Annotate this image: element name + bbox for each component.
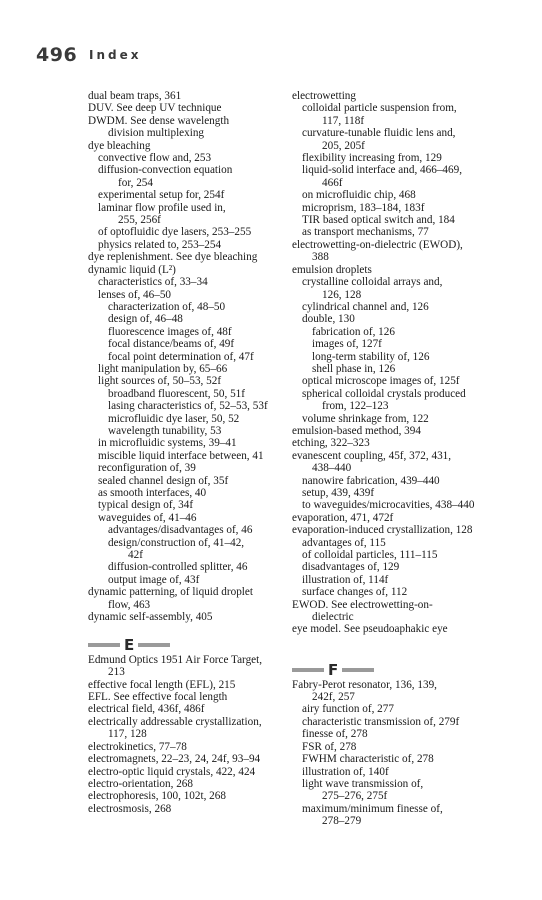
- section-gap: [292, 648, 514, 660]
- index-subentry: sealed channel design of, 35f: [98, 474, 229, 487]
- index-subentry: 205, 205f: [322, 139, 365, 152]
- index-subentry: lenses of, 46–50: [98, 288, 172, 301]
- index-entry: electro-orientation, 268: [88, 777, 193, 790]
- section-title: Index: [89, 48, 142, 62]
- index-subentry: characteristic transmission of, 279f: [302, 715, 460, 728]
- index-entry: electrosmosis, 268: [88, 802, 172, 815]
- index-subentry: flexibility increasing from, 129: [302, 152, 442, 165]
- index-subentry: 438–440: [312, 462, 352, 475]
- index-subentry: 466f: [322, 176, 343, 189]
- heading-rule-right: [138, 643, 170, 647]
- index-entry: dynamic patterning, of liquid droplet: [88, 586, 253, 599]
- index-entry: EFL. See effective focal length: [88, 691, 228, 704]
- index-subentry: advantages of, 115: [302, 536, 386, 549]
- index-entry: electrophoresis, 100, 102t, 268: [88, 790, 226, 803]
- index-entry: evaporation-induced crystallization, 128: [292, 524, 473, 537]
- index-subentry: waveguides of, 41–46: [98, 511, 197, 524]
- index-column-right: [292, 90, 514, 828]
- index-subentry: design of, 46–48: [108, 313, 183, 326]
- index-subentry: microprism, 183–184, 183f: [302, 201, 425, 214]
- index-subentry: TIR based optical switch and, 184: [302, 214, 455, 227]
- section-gap: [88, 623, 318, 635]
- index-entry: eye model. See pseudoaphakic eye: [292, 623, 448, 636]
- index-subentry: microfluidic dye laser, 50, 52: [108, 412, 240, 425]
- index-entry: electro-optic liquid crystals, 422, 424: [88, 765, 256, 778]
- index-subentry: lasing characteristics of, 52–53, 53f: [108, 400, 268, 413]
- heading-rule-right: [342, 668, 374, 672]
- index-subentry: from, 122–123: [322, 400, 389, 413]
- index-subentry: light sources of, 50–53, 52f: [98, 375, 222, 388]
- index-entry: EWOD. See electrowetting-on-: [292, 598, 433, 611]
- index-subentry: maximum/minimum finesse of,: [302, 802, 443, 815]
- index-subentry: dielectric: [312, 611, 354, 624]
- index-subentry: 275–276, 275f: [322, 790, 388, 803]
- index-subentry: laminar flow profile used in,: [98, 201, 226, 214]
- index-subentry: focal point determination of, 47f: [108, 350, 254, 363]
- section-gap: [292, 636, 514, 648]
- index-subentry: colloidal particle suspension from,: [302, 102, 457, 115]
- index-subentry: images of, 127f: [312, 338, 382, 351]
- index-subentry: FWHM characteristic of, 278: [302, 753, 434, 766]
- index-entry: etching, 322–323: [292, 437, 370, 450]
- index-entry: electrokinetics, 77–78: [88, 740, 187, 753]
- index-subentry: volume shrinkage from, 122: [302, 412, 429, 425]
- index-subentry: diffusion-controlled splitter, 46: [108, 561, 248, 574]
- letter-section-heading: [292, 661, 514, 679]
- index-subentry: optical microscope images of, 125f: [302, 375, 460, 388]
- index-subentry: focal distance/beams of, 49f: [108, 338, 235, 351]
- index-subentry: wavelength tunability, 53: [108, 424, 222, 437]
- index-subentry: output image of, 43f: [108, 573, 200, 586]
- heading-letter: F: [328, 660, 339, 679]
- index-subentry: as smooth interfaces, 40: [98, 487, 207, 499]
- index-entry: evaporation, 471, 472f: [292, 511, 394, 524]
- index-subentry: finesse of, 278: [302, 728, 368, 741]
- index-subentry: characteristics of, 33–34: [98, 276, 208, 289]
- index-subentry: 42f: [128, 549, 143, 562]
- index-subentry: in microfluidic systems, 39–41: [98, 437, 237, 450]
- index-entry: Edmund Optics 1951 Air Force Target,: [88, 653, 263, 666]
- index-subentry: 242f, 257: [312, 691, 355, 704]
- letter-section-heading: [88, 636, 318, 654]
- index-subentry: flow, 463: [108, 598, 151, 611]
- index-subentry: light wave transmission of,: [302, 777, 424, 790]
- index-subentry: diffusion-convection equation: [98, 164, 233, 177]
- index-entry: dynamic liquid (L²): [88, 263, 176, 276]
- index-subentry: 213: [108, 666, 125, 679]
- index-subentry: fabrication of, 126: [312, 325, 395, 338]
- index-subentry: long-term stability of, 126: [312, 350, 430, 363]
- index-entry: electrowetting: [292, 90, 356, 102]
- index-subentry: as transport mechanisms, 77: [302, 226, 429, 239]
- index-subentry: to waveguides/microcavities, 438–440: [302, 499, 475, 512]
- index-subentry: 278–279: [322, 815, 362, 828]
- index-subentry: light manipulation by, 65–66: [98, 362, 228, 375]
- index-subentry: 117, 118f: [322, 114, 365, 127]
- index-subentry: disadvantages of, 129: [302, 561, 400, 574]
- index-entry: dye replenishment. See dye bleaching: [88, 251, 258, 264]
- index-subentry: curvature-tunable fluidic lens and,: [302, 127, 456, 140]
- index-subentry: illustration of, 114f: [302, 573, 389, 586]
- index-subentry: double, 130: [302, 313, 355, 326]
- index-subentry: surface changes of, 112: [302, 586, 408, 599]
- heading-rule-left: [88, 643, 120, 647]
- index-subentry: reconfiguration of, 39: [98, 462, 196, 475]
- index-subentry: design/construction of, 41–42,: [108, 536, 245, 549]
- index-subentry: nanowire fabrication, 439–440: [302, 474, 440, 487]
- index-subentry: division multiplexing: [108, 127, 205, 140]
- index-subentry: illustration of, 140f: [302, 765, 389, 778]
- index-subentry: advantages/disadvantages of, 46: [108, 524, 253, 537]
- index-entry: dye bleaching: [88, 139, 151, 152]
- index-entry: emulsion-based method, 394: [292, 424, 421, 437]
- index-entry: electrical field, 436f, 486f: [88, 703, 205, 716]
- index-entry: emulsion droplets: [292, 263, 372, 276]
- index-subentry: characterization of, 48–50: [108, 300, 226, 313]
- index-subentry: FSR of, 278: [302, 740, 357, 753]
- index-subentry: for, 254: [118, 176, 153, 189]
- index-subentry: typical design of, 34f: [98, 499, 194, 512]
- index-subentry: broadband fluorescent, 50, 51f: [108, 387, 246, 400]
- index-subentry: crystalline colloidal arrays and,: [302, 276, 443, 289]
- index-column-left: [88, 90, 318, 815]
- index-subentry: experimental setup for, 254f: [98, 189, 225, 202]
- index-entry: dual beam traps, 361: [88, 90, 182, 102]
- index-subentry: on microfluidic chip, 468: [302, 189, 416, 202]
- heading-letter: E: [124, 635, 135, 654]
- index-subentry: of colloidal particles, 111–115: [302, 549, 438, 562]
- index-entry: electrowetting-on-dielectric (EWOD),: [292, 238, 463, 251]
- index-subentry: physics related to, 253–254: [98, 238, 222, 251]
- index-subentry: liquid-solid interface and, 466–469,: [302, 164, 463, 177]
- index-subentry: convective flow and, 253: [98, 152, 212, 165]
- heading-rule-left: [292, 668, 324, 672]
- index-entry: dynamic self-assembly, 405: [88, 611, 213, 624]
- index-subentry: cylindrical channel and, 126: [302, 300, 429, 313]
- index-entry: effective focal length (EFL), 215: [88, 678, 236, 691]
- index-subentry: 388: [312, 251, 329, 264]
- index-subentry: miscible liquid interface between, 41: [98, 449, 264, 462]
- index-entry: DUV. See deep UV technique: [88, 102, 222, 115]
- index-entry: Fabry-Perot resonator, 136, 139,: [292, 678, 437, 691]
- index-subentry: setup, 439, 439f: [302, 487, 375, 499]
- index-subentry: 117, 128: [108, 728, 147, 741]
- index-entry: evanescent coupling, 45f, 372, 431,: [292, 449, 452, 462]
- index-entry: electromagnets, 22–23, 24, 24f, 93–94: [88, 753, 261, 766]
- page-number: 496: [36, 44, 78, 66]
- index-subentry: 126, 128: [322, 288, 362, 301]
- index-subentry: fluorescence images of, 48f: [108, 325, 232, 338]
- index-subentry: 255, 256f: [118, 214, 161, 227]
- index-subentry: shell phase in, 126: [312, 362, 396, 375]
- index-entry: DWDM. See dense wavelength: [88, 114, 230, 127]
- index-subentry: spherical colloidal crystals produced: [302, 387, 466, 400]
- index-entry: electrically addressable crystallization,: [88, 715, 262, 728]
- index-subentry: of optofluidic dye lasers, 253–255: [98, 226, 252, 239]
- index-subentry: airy function of, 277: [302, 703, 394, 716]
